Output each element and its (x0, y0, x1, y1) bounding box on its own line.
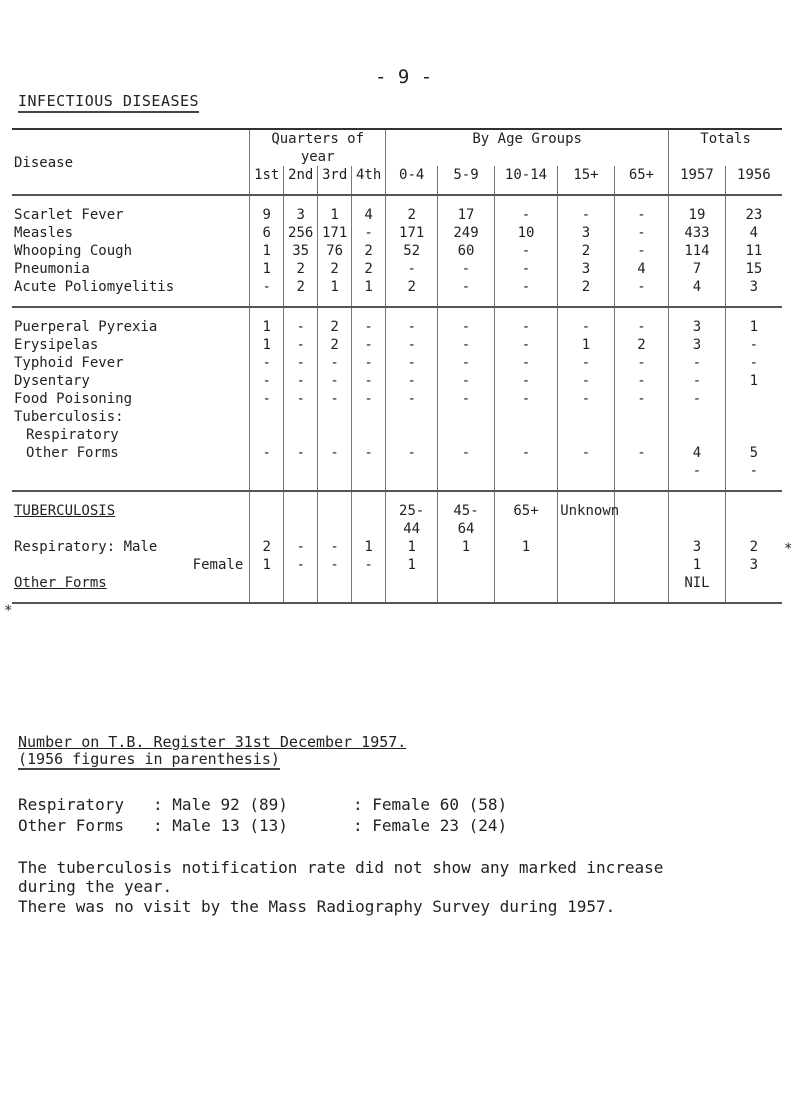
table-cell: 2 (386, 278, 438, 296)
footnote-star-right: * (784, 541, 793, 557)
table-cell: 2 (558, 242, 615, 260)
table-cell: - (386, 354, 438, 372)
tb-title: TUBERCULOSIS (14, 503, 116, 519)
table-cell: 2 (250, 538, 284, 556)
table-cell (558, 538, 615, 556)
table-cell: 9 (250, 206, 284, 224)
table-cell: - (352, 556, 386, 574)
table-cell: - (438, 354, 495, 372)
table-cell: 3 (558, 224, 615, 242)
disease-name: Acute Poliomyelitis (14, 279, 175, 295)
table-cell: - (558, 354, 615, 372)
table-cell (250, 574, 284, 592)
age-header: 15+ (558, 166, 615, 184)
table-cell: - (669, 390, 726, 408)
table-cell: - (494, 278, 557, 296)
table-cell (438, 408, 495, 426)
table-row (12, 538, 782, 556)
table-cell (250, 462, 284, 480)
table-cell (614, 408, 668, 426)
disease-column-label: Disease (14, 155, 74, 171)
table-header-row-2 (12, 166, 782, 184)
quarter-header: 2nd (284, 166, 318, 184)
age-header: 5-9 (438, 166, 495, 184)
table-cell (669, 426, 726, 444)
table-cell: 433 (669, 224, 726, 242)
disease-name: Food Poisoning (14, 391, 133, 407)
table-cell (669, 408, 726, 426)
quarter-header: 4th (352, 166, 386, 184)
table-cell: 1 (250, 556, 284, 574)
table-cell: - (438, 318, 495, 336)
disease-name: Tuberculosis: (14, 409, 124, 425)
age-groups-header: By Age Groups (386, 129, 669, 166)
table-cell: - (725, 462, 782, 480)
table-cell: - (386, 444, 438, 462)
tb-age-label: 45- (438, 502, 495, 520)
table-cell: 11 (725, 242, 782, 260)
table-cell: 1 (725, 372, 782, 390)
table-row (12, 372, 782, 390)
quarter-header: 1st (250, 166, 284, 184)
table-cell: - (558, 390, 615, 408)
table-cell (352, 408, 386, 426)
tb-row-label: Other Forms (14, 575, 107, 591)
table-cell: 114 (669, 242, 726, 260)
table-cell: 3 (284, 206, 318, 224)
table-cell (494, 408, 557, 426)
table-cell (284, 462, 318, 480)
table-cell (250, 408, 284, 426)
table-row (12, 556, 782, 574)
table-cell: 6 (250, 224, 284, 242)
table-cell: - (438, 336, 495, 354)
table-cell: 1 (725, 318, 782, 336)
table-cell: 1 (386, 538, 438, 556)
table-row (12, 224, 782, 242)
register-label: Other Forms (18, 816, 124, 835)
table-cell: 1 (386, 556, 438, 574)
table-cell (558, 462, 615, 480)
table-cell: 2 (352, 260, 386, 278)
table-cell: - (284, 354, 318, 372)
table-row (12, 444, 782, 462)
quarters-header: Quarters of year (250, 129, 386, 166)
table-row (12, 278, 782, 296)
table-cell: - (352, 318, 386, 336)
totals-header: Totals (669, 129, 782, 166)
table-cell: - (438, 390, 495, 408)
table-cell (352, 426, 386, 444)
table-cell: - (284, 444, 318, 462)
table-cell: - (494, 206, 557, 224)
table-row (12, 318, 782, 336)
table-cell: - (318, 372, 352, 390)
table-cell (494, 574, 557, 592)
register-male: : Male 13 (13) (153, 816, 288, 835)
table-cell: 2 (386, 206, 438, 224)
table-cell: 4 (352, 206, 386, 224)
table-cell: - (614, 206, 668, 224)
table-cell: 17 (438, 206, 495, 224)
table-cell: 1 (558, 336, 615, 354)
table-cell (284, 408, 318, 426)
table-cell (558, 574, 615, 592)
paragraph-mass-radiography: There was no visit by the Mass Radiography Survey during 1957. (18, 897, 616, 916)
tb-age-label: Unknown (558, 502, 615, 520)
table-cell: - (318, 390, 352, 408)
disease-name: Puerperal Pyrexia (14, 319, 158, 335)
table-cell (725, 408, 782, 426)
table-cell: 1 (669, 556, 726, 574)
register-row-other (18, 816, 553, 835)
table-row (12, 426, 782, 444)
table-row (12, 408, 782, 426)
register-title: Number on T.B. Register 31st December 1957. (18, 733, 407, 751)
table-cell: - (250, 278, 284, 296)
table-cell: 76 (318, 242, 352, 260)
table-row (12, 354, 782, 372)
table-row (12, 206, 782, 224)
table-cell (614, 426, 668, 444)
tb-age-label-2: 64 (438, 520, 495, 538)
table-cell: 19 (669, 206, 726, 224)
table-cell: - (494, 318, 557, 336)
register-subtitle: (1956 figures in parenthesis) (18, 750, 280, 768)
table-cell: 2 (318, 318, 352, 336)
disease-name: Other Forms (26, 445, 119, 461)
disease-name: Whooping Cough (14, 243, 133, 259)
table-cell (386, 408, 438, 426)
table-cell: - (558, 206, 615, 224)
table-cell: 249 (438, 224, 495, 242)
table-cell: 3 (669, 318, 726, 336)
table-cell: 4 (725, 224, 782, 242)
table-cell: - (386, 260, 438, 278)
table-row (12, 242, 782, 260)
table-cell (386, 426, 438, 444)
table-row (12, 336, 782, 354)
table-cell (318, 462, 352, 480)
table-cell (352, 574, 386, 592)
table-cell: 1 (250, 336, 284, 354)
table-cell (494, 556, 557, 574)
disease-name: Respiratory (26, 427, 119, 443)
table-cell: - (494, 354, 557, 372)
footnote-star-left: * (4, 603, 13, 619)
table-cell (318, 408, 352, 426)
table-row (12, 574, 782, 592)
table-cell: - (386, 372, 438, 390)
paragraph-notification-rate: The tuberculosis notification rate did not show any marked increase during the year. (18, 858, 664, 896)
table-cell: 4 (614, 260, 668, 278)
table-cell: 5 (725, 444, 782, 462)
table-cell (284, 426, 318, 444)
register-female: : Female 23 (24) (353, 816, 508, 835)
table-cell: 35 (284, 242, 318, 260)
table-cell: - (494, 372, 557, 390)
section-common-diseases (12, 206, 782, 296)
table-cell (318, 426, 352, 444)
table-cell: - (318, 444, 352, 462)
table-cell: 2 (725, 538, 782, 556)
table-cell: - (250, 444, 284, 462)
table-cell: - (438, 278, 495, 296)
table-cell: - (494, 242, 557, 260)
table-cell: - (669, 372, 726, 390)
table-cell: 4 (669, 444, 726, 462)
table-cell: - (494, 444, 557, 462)
table-cell: - (669, 354, 726, 372)
table-cell: - (725, 354, 782, 372)
disease-name (12, 462, 250, 480)
infectious-diseases-table (12, 128, 782, 604)
table-cell: 7 (669, 260, 726, 278)
table-cell: 2 (318, 336, 352, 354)
tb-age-label-2: 44 (386, 520, 438, 538)
age-header: 65+ (614, 166, 668, 184)
table-cell: 1 (318, 278, 352, 296)
table-cell: 171 (386, 224, 438, 242)
table-cell (386, 462, 438, 480)
table-cell: 52 (386, 242, 438, 260)
table-cell (558, 556, 615, 574)
tb-age-label: 25- (386, 502, 438, 520)
table-cell: 1 (250, 260, 284, 278)
table-cell: - (725, 336, 782, 354)
register-female: : Female 60 (58) (353, 795, 508, 814)
table-cell: 1 (250, 242, 284, 260)
table-cell: - (250, 354, 284, 372)
table-cell: 60 (438, 242, 495, 260)
quarter-header: 3rd (318, 166, 352, 184)
table-cell (438, 556, 495, 574)
table-cell: 3 (725, 556, 782, 574)
table-cell: 1 (494, 538, 557, 556)
table-cell (558, 426, 615, 444)
table-cell: 1 (352, 278, 386, 296)
table-cell (725, 574, 782, 592)
table-cell: 2 (614, 336, 668, 354)
tb-header-row-2 (12, 520, 782, 538)
table-cell: - (352, 354, 386, 372)
table-cell (352, 462, 386, 480)
page-number: - 9 - (375, 66, 433, 88)
year-header: 1957 (669, 166, 726, 184)
table-cell: - (438, 372, 495, 390)
tb-age-label: 65+ (494, 502, 557, 520)
table-cell: - (438, 444, 495, 462)
tb-header-row-1 (12, 502, 782, 520)
table-cell: - (614, 318, 668, 336)
table-cell (284, 574, 318, 592)
table-cell: 2 (352, 242, 386, 260)
table-cell: - (494, 390, 557, 408)
table-cell: - (494, 336, 557, 354)
disease-name: Scarlet Fever (14, 207, 124, 223)
table-cell (494, 426, 557, 444)
table-cell: 1 (250, 318, 284, 336)
table-cell: - (386, 318, 438, 336)
table-cell: - (669, 462, 726, 480)
table-cell: - (438, 260, 495, 278)
table-cell: - (284, 390, 318, 408)
table-cell: 15 (725, 260, 782, 278)
table-cell (438, 462, 495, 480)
table-cell (438, 426, 495, 444)
table-cell: - (352, 336, 386, 354)
table-cell: - (284, 318, 318, 336)
page-heading: INFECTIOUS DISEASES (18, 92, 199, 113)
table-cell: 3 (669, 538, 726, 556)
table-cell: - (614, 278, 668, 296)
table-cell: 1 (438, 538, 495, 556)
age-header: 10-14 (494, 166, 557, 184)
table-cell: - (250, 390, 284, 408)
table-cell: - (318, 354, 352, 372)
table-cell: - (614, 224, 668, 242)
table-cell (558, 408, 615, 426)
section-tuberculosis (12, 538, 782, 592)
table-cell (318, 574, 352, 592)
table-cell: - (614, 390, 668, 408)
table-cell: - (352, 224, 386, 242)
disease-name: Pneumonia (14, 261, 90, 277)
table-cell: - (352, 444, 386, 462)
table-cell: - (558, 318, 615, 336)
table-cell: - (284, 538, 318, 556)
table-cell: 3 (725, 278, 782, 296)
table-cell: - (614, 242, 668, 260)
table-cell: 4 (669, 278, 726, 296)
table-cell (386, 574, 438, 592)
table-row (12, 260, 782, 278)
table-cell: 2 (318, 260, 352, 278)
table-cell: 2 (284, 260, 318, 278)
register-label: Respiratory (18, 795, 124, 814)
table-cell: 3 (669, 336, 726, 354)
register-row-respiratory (18, 795, 553, 814)
table-cell (438, 574, 495, 592)
table-cell: 1 (318, 206, 352, 224)
table-cell (494, 462, 557, 480)
table-cell: - (284, 336, 318, 354)
table-row (12, 390, 782, 408)
table-cell (725, 390, 782, 408)
table-cell: - (558, 444, 615, 462)
table-cell: - (386, 336, 438, 354)
table-cell: 171 (318, 224, 352, 242)
table-cell: 256 (284, 224, 318, 242)
table-cell: - (558, 372, 615, 390)
tb-row-label: Female (192, 557, 244, 573)
table-cell: - (318, 538, 352, 556)
table-cell: 2 (284, 278, 318, 296)
table-cell: 3 (558, 260, 615, 278)
tb-row-label: Respiratory: Male (14, 539, 158, 555)
table-cell: - (494, 260, 557, 278)
table-cell: 23 (725, 206, 782, 224)
section-other-diseases (12, 318, 782, 480)
table-row (12, 462, 782, 480)
table-cell: - (250, 372, 284, 390)
table-cell: NIL (669, 574, 726, 592)
disease-name: Dysentary (14, 373, 90, 389)
disease-name: Erysipelas (14, 337, 99, 353)
table-cell: 1 (352, 538, 386, 556)
disease-name: Measles (14, 225, 74, 241)
table-cell (250, 426, 284, 444)
register-male: : Male 92 (89) (153, 795, 288, 814)
table-cell: - (614, 444, 668, 462)
table-cell: - (386, 390, 438, 408)
table-cell: - (318, 556, 352, 574)
age-header: 0-4 (386, 166, 438, 184)
table-cell: 2 (558, 278, 615, 296)
table-cell: - (284, 372, 318, 390)
table-cell (725, 426, 782, 444)
table-cell: - (614, 372, 668, 390)
table-cell: - (352, 390, 386, 408)
disease-name: Typhoid Fever (14, 355, 124, 371)
table-cell: 10 (494, 224, 557, 242)
table-cell: - (614, 354, 668, 372)
table-cell (614, 462, 668, 480)
year-header: 1956 (725, 166, 782, 184)
table-cell: - (352, 372, 386, 390)
table-cell: - (284, 556, 318, 574)
